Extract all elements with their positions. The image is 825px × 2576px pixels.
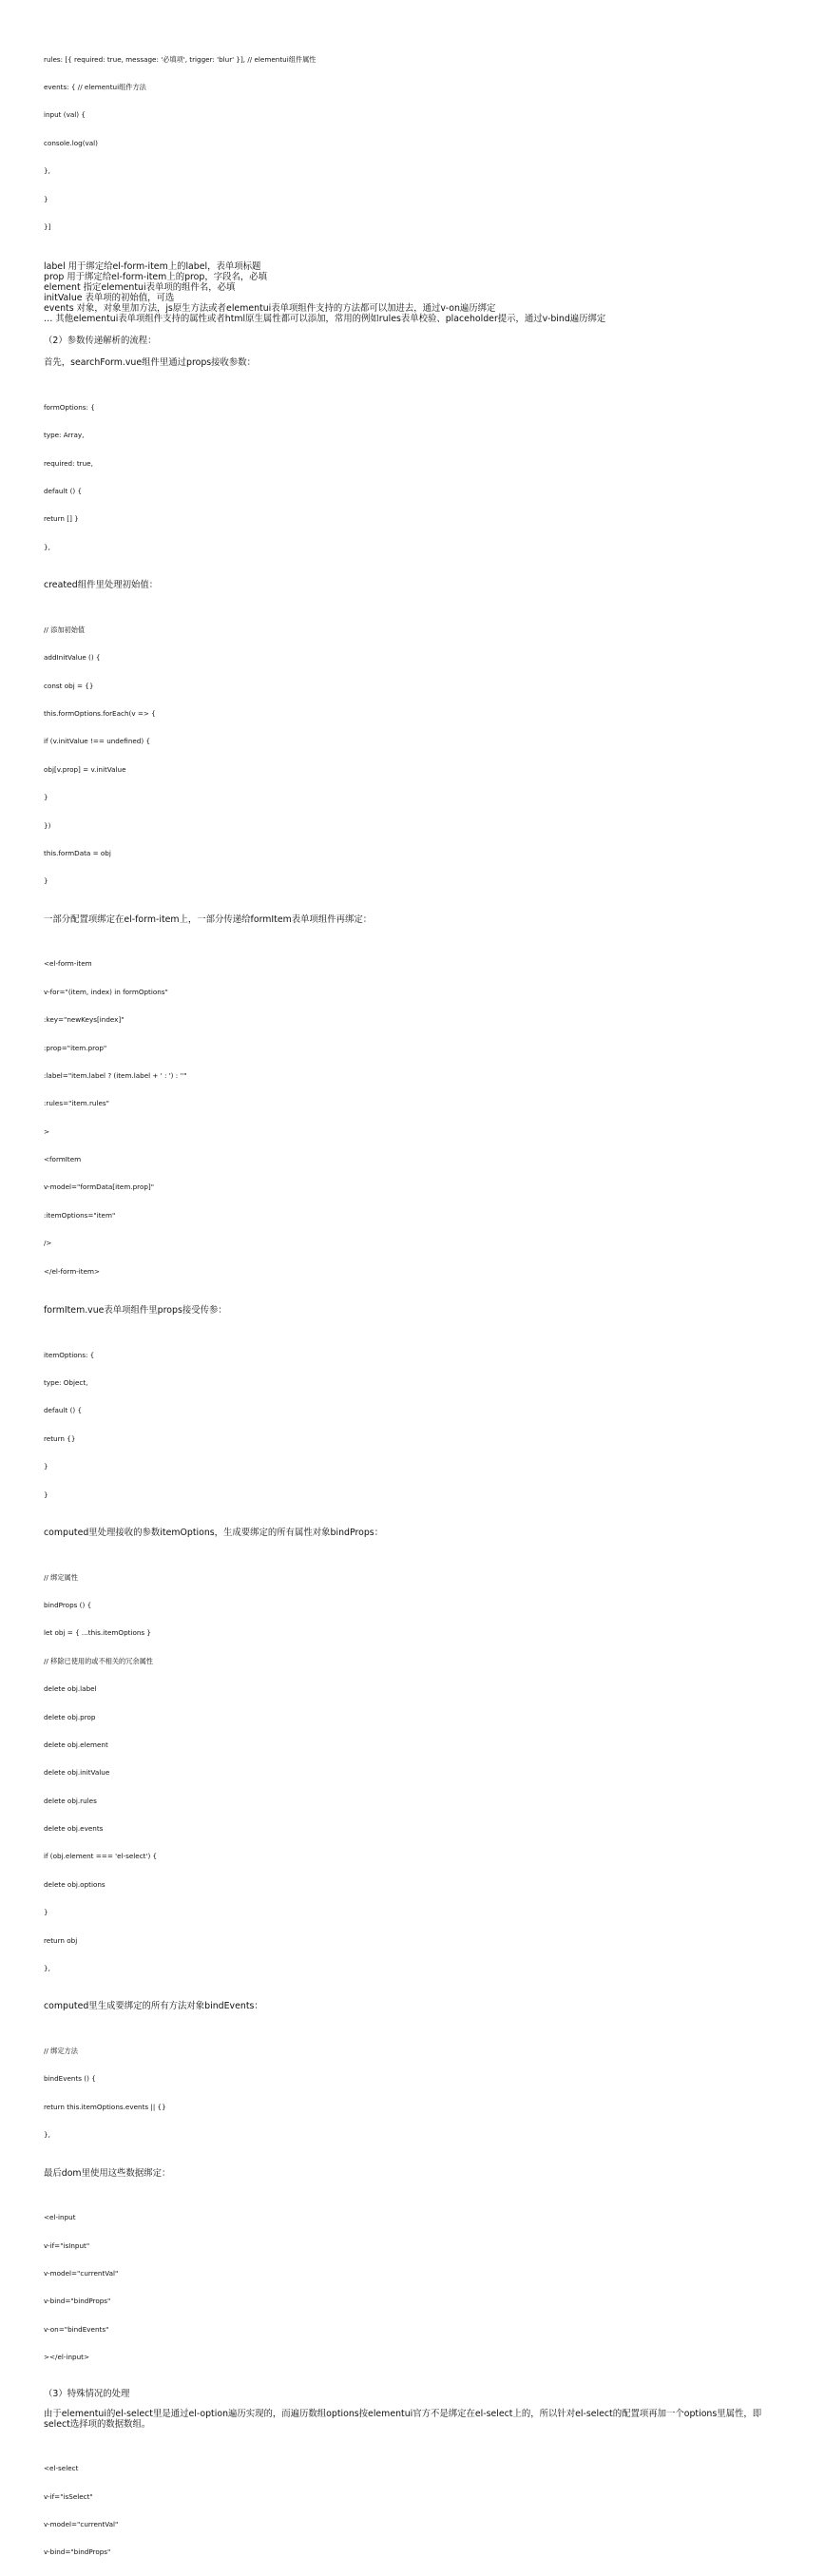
section-heading-3: （3）特殊情况的处理 [44, 2388, 130, 2399]
code-line: }] [44, 221, 51, 231]
code-line: ></el-input> [44, 2353, 89, 2362]
code-line: addInitValue () { [44, 653, 101, 663]
code-block-created [44, 606, 795, 905]
code-line: :key="newKeys[index]" [44, 1015, 125, 1025]
code-line: // 绑定属性 [44, 1572, 78, 1582]
code-block-el-select [44, 2446, 795, 2576]
code-line: events: { // elementui组件方法 [44, 82, 146, 91]
section-heading-2: （2）参数传递解析的流程： [44, 336, 157, 347]
code-line: v-model="currentVal" [44, 2519, 119, 2528]
code-line: delete obj.label [44, 1684, 97, 1694]
code-line: v-for="(item, index) in formOptions" [44, 987, 168, 996]
code-line: <formItem [44, 1155, 82, 1164]
code-line: return this.itemOptions.events || {} [44, 2102, 166, 2111]
code-line: input (val) { [44, 110, 86, 120]
code-line: } [44, 793, 48, 802]
code-line: obj[v.prop] = v.initValue [44, 764, 126, 774]
code-line: v-if="isSelect" [44, 2491, 93, 2501]
code-block-bind-events [44, 2028, 795, 2158]
code-line: if (v.initValue !== undefined) { [44, 737, 151, 746]
paragraph-bind: 一部分配置项绑定在el-form-item上，一部分传递给formItem表单项组件再绑定： [44, 913, 373, 925]
code-line: /> [44, 1239, 52, 1248]
code-line: rules: [{ required: true, message: '必填项', trigger: 'blur' }], // elementui组件属性 [44, 54, 317, 64]
code-line: return {} [44, 1433, 76, 1443]
code-block-bind-props [44, 1554, 795, 1991]
code-line: formOptions: { [44, 402, 95, 412]
paragraph-formitem: formItem.vue表单项组件里props接受传参： [44, 1305, 227, 1317]
paragraph-dom: 最后dom里使用这些数据绑定： [44, 2167, 171, 2179]
code-line: }, [44, 542, 50, 551]
code-line: <el-input [44, 2213, 76, 2222]
paragraph-special-case: 由于elementui的el-select里是通过el-option遍历实现的，而遍历数组options按elementui官方不是绑定在el-select上的，所以针对el-select的配置项再加一个options里属性，即select选择项的数据数组。 [44, 2408, 762, 2430]
code-line: } [44, 194, 48, 203]
code-line: v-bind="bindProps" [44, 2297, 111, 2306]
code-line: // 移除已使用的或不相关的冗余属性 [44, 1656, 153, 1665]
code-line: v-if="isInput" [44, 2240, 90, 2250]
code-line: delete obj.prop [44, 1712, 96, 1721]
paragraph-computed-props: computed里处理接收的参数itemOptions，生成要绑定的所有属性对象bindProps： [44, 1527, 384, 1538]
code-line: // 添加初始值 [44, 625, 86, 634]
code-line: }, [44, 166, 50, 176]
code-line: v-model="formData[item.prop]" [44, 1182, 155, 1192]
code-line: this.formData = obj [44, 848, 111, 857]
paragraph-props: 首先，searchForm.vue组件里通过props接收参数： [44, 357, 257, 369]
paragraph-computed-events: computed里生成要绑定的所有方法对象bindEvents： [44, 2001, 263, 2012]
description-line-element: element 指定elementui表单项的组件名，必填 [44, 282, 236, 294]
code-line: delete obj.initValue [44, 1768, 110, 1778]
code-line: v-model="currentVal" [44, 2268, 119, 2278]
code-block-props [44, 384, 795, 570]
code-line: console.log(val) [44, 138, 98, 147]
code-line: delete obj.rules [44, 1796, 97, 1805]
document-page [44, 36, 795, 2576]
paragraph-created: created组件里处理初始值： [44, 580, 159, 591]
description-line-events: events 对象，对象里加方法，js原生方法或者elementui表单项组件支持的方法都可以加进去，通过v-on遍历绑定 [44, 303, 496, 315]
code-line: if (obj.element === 'el-select') { [44, 1852, 158, 1861]
code-line: delete obj.events [44, 1824, 104, 1834]
code-line: <el-select [44, 2464, 79, 2473]
code-line: } [44, 876, 48, 886]
code-block-rules-events [44, 36, 795, 250]
description-line-label: label 用于绑定给el-form-item上的label，表单项标题 [44, 261, 261, 273]
code-line: this.formOptions.forEach(v => { [44, 709, 156, 719]
code-line: }, [44, 1964, 50, 1973]
field-descriptions [44, 261, 795, 324]
code-line: required: true, [44, 458, 93, 468]
code-line: bindProps () { [44, 1600, 92, 1609]
code-line: return [] } [44, 514, 79, 524]
code-line: // 绑定方法 [44, 2047, 78, 2056]
code-line: } [44, 1490, 48, 1499]
code-line: v-bind="bindProps" [44, 2547, 111, 2557]
code-line: v-on="bindEvents" [44, 2324, 109, 2334]
description-line-initvalue: initValue 表单项的初始值，可选 [44, 293, 175, 304]
code-line: bindEvents () { [44, 2074, 96, 2084]
code-line: } [44, 1462, 48, 1471]
code-line: :rules="item.rules" [44, 1099, 109, 1108]
code-line: return obj [44, 1935, 78, 1945]
code-block-item-options [44, 1332, 795, 1518]
code-block-form-item [44, 941, 795, 1295]
code-line: const obj = {} [44, 681, 94, 690]
code-line: default () { [44, 1406, 83, 1415]
code-line: }, [44, 2130, 50, 2140]
code-block-el-input [44, 2195, 795, 2381]
code-line: </el-form-item> [44, 1266, 101, 1276]
code-line: delete obj.options [44, 1879, 106, 1889]
description-line-prop: prop 用于绑定给el-form-item上的prop，字段名，必填 [44, 272, 267, 283]
code-line: itemOptions: { [44, 1350, 95, 1359]
code-line: } [44, 1908, 48, 1917]
code-line: delete obj.element [44, 1740, 108, 1749]
description-line-others: … 其他elementui表单项组件支持的属性或者html原生属性都可以添加，常用的例如rules表单校验、placeholder提示，通过v-bind遍历绑定 [44, 314, 606, 325]
code-line: :prop="item.prop" [44, 1043, 107, 1052]
code-line: :itemOptions="item" [44, 1210, 116, 1220]
code-line: default () { [44, 487, 83, 496]
code-line: :label="item.label ? (item.label + ' : ') : ''" [44, 1070, 187, 1080]
code-line: type: Array, [44, 431, 85, 440]
code-line: type: Object, [44, 1378, 88, 1388]
code-line: <el-form-item [44, 959, 92, 969]
code-line: > [44, 1126, 50, 1136]
code-line: }) [44, 820, 51, 830]
code-line: let obj = { ...this.itemOptions } [44, 1628, 152, 1638]
